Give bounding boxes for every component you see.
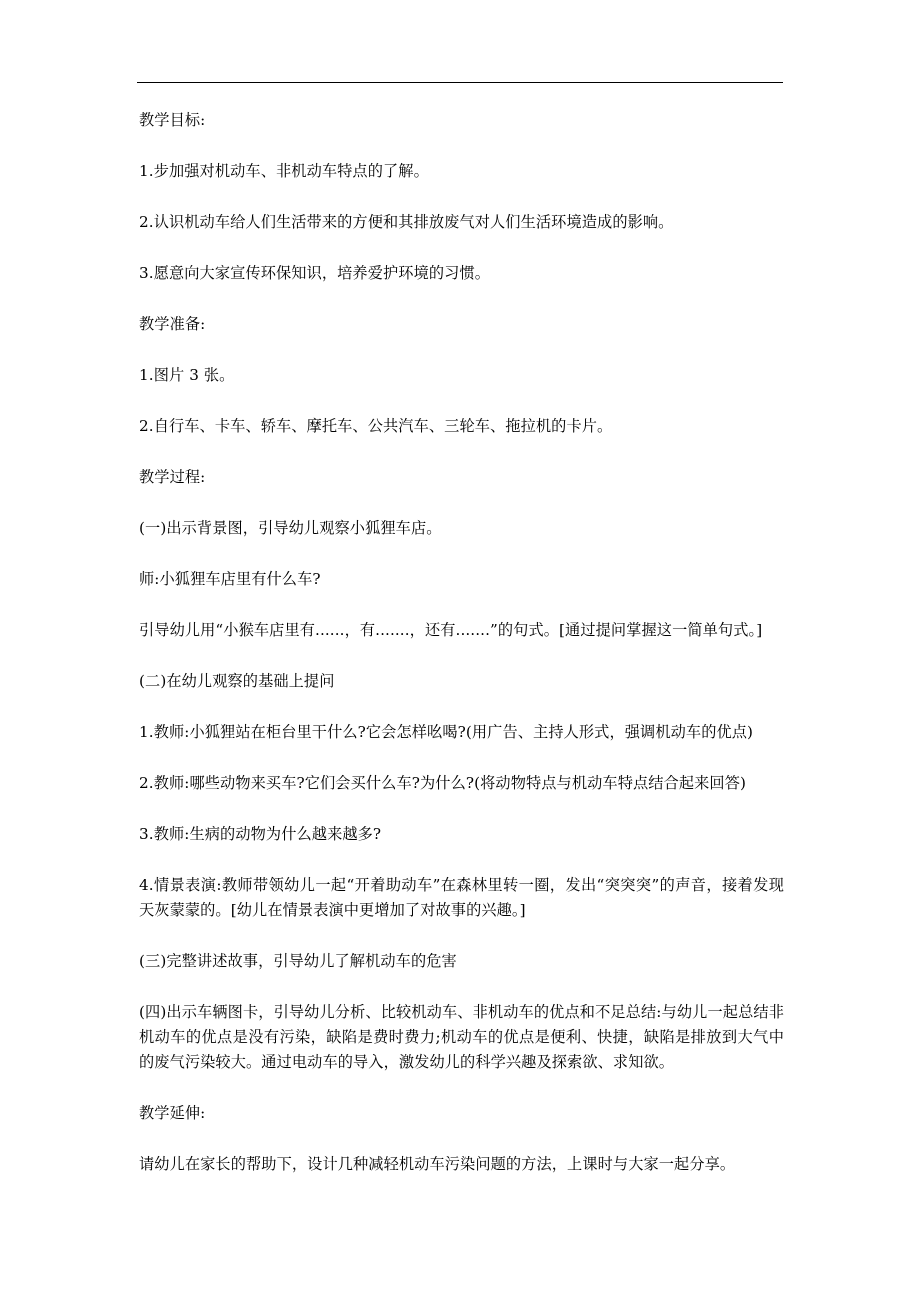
header-rule xyxy=(137,82,783,83)
process-guidance: 引导幼儿用“小猴车店里有......，有.......，还有.......”的句式。[通过提问掌握这一简单句式。] xyxy=(139,621,763,639)
process-step-3: (三)完整讲述故事，引导幼儿了解机动车的危害 xyxy=(139,952,457,970)
section-heading-objectives: 教学目标: xyxy=(139,111,206,129)
objective-item-3: 3.愿意向大家宣传环保知识，培养爱护环境的习惯。 xyxy=(139,264,491,282)
process-question: 师:小狐狸车店里有什么车? xyxy=(139,570,321,588)
process-question-2: 2.教师:哪些动物来买车?它们会买什么车?为什么?(将动物特点与机动车特点结合起来回答) xyxy=(139,774,747,792)
section-heading-extension: 教学延伸: xyxy=(139,1104,206,1122)
document-body xyxy=(139,108,784,1203)
objective-item-2: 2.认识机动车给人们生活带来的方便和其排放废气对人们生活环境造成的影响。 xyxy=(139,213,674,231)
section-heading-process: 教学过程: xyxy=(139,468,206,486)
process-step-2: (二)在幼儿观察的基础上提问 xyxy=(139,672,335,690)
preparation-item-1: 1.图片 3 张。 xyxy=(139,366,235,384)
section-heading-preparation: 教学准备: xyxy=(139,315,206,333)
preparation-item-2: 2.自行车、卡车、轿车、摩托车、公共汽车、三轮车、拖拉机的卡片。 xyxy=(139,417,613,435)
process-question-1: 1.教师:小狐狸站在柜台里干什么?它会怎样吆喝?(用广告、主持人形式，强调机动车的优点) xyxy=(139,723,754,741)
extension-item: 请幼儿在家长的帮助下，设计几种减轻机动车污染问题的方法，上课时与大家一起分享。 xyxy=(139,1155,736,1173)
process-question-3: 3.教师:生病的动物为什么越来越多? xyxy=(139,825,382,843)
process-step-1: (一)出示背景图，引导幼儿观察小狐狸车店。 xyxy=(139,519,442,537)
process-roleplay: 4.情景表演:教师带领幼儿一起“开着助动车”在森林里转一圈，发出“突突突”的声音，接着发现天灰蒙蒙的。[幼儿在情景表演中更增加了对故事的兴趣。] xyxy=(139,876,784,919)
process-step-4: (四)出示车辆图卡，引导幼儿分析、比较机动车、非机动车的优点和不足总结:与幼儿一起总结非机动车的优点是没有污染，缺陷是费时费力;机动车的优点是便利、快捷，缺陷是排放到大气中的废气污染较大。通过电动车的导入，激发幼儿的科学兴趣及探索欲、求知欲。 xyxy=(139,1003,784,1071)
objective-item-1: 1.步加强对机动车、非机动车特点的了解。 xyxy=(139,162,429,180)
